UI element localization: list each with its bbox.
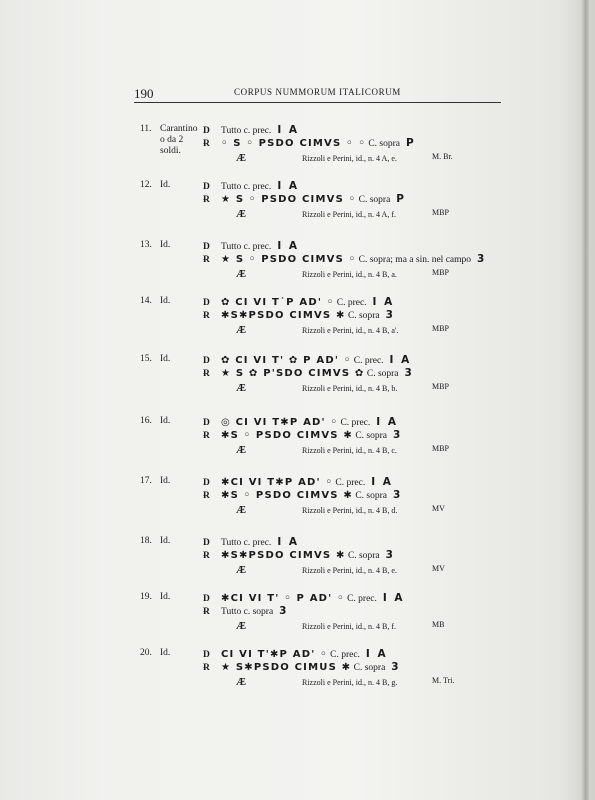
reference: Rizzoli e Perini, id., n. 4 B, a.: [302, 270, 397, 279]
metal-symbol: Æ: [236, 677, 246, 688]
obverse-line-text: C. prec.: [347, 594, 377, 604]
obverse-line: [203, 296, 394, 308]
collection: M. Tri.: [432, 676, 455, 685]
obverse-line-text: Tutto c. prec.: [221, 242, 272, 252]
reverse-line-mark: Ɍ: [203, 607, 210, 617]
collection: MB: [432, 620, 445, 629]
reference: Rizzoli e Perini, id., n. 4 B, c.: [302, 446, 397, 455]
obverse-line-symbol: I A: [277, 180, 300, 192]
obverse-line-mark: D: [203, 418, 210, 428]
obverse-line-symbol: I A: [365, 648, 388, 660]
metal-symbol: Æ: [236, 621, 246, 632]
entry-number: 16.: [140, 416, 152, 426]
denomination-line: Id.: [160, 476, 171, 486]
reverse-line-mark: Ɍ: [203, 139, 210, 149]
collection: MBP: [432, 382, 449, 391]
metal-symbol: Æ: [236, 565, 246, 576]
reverse-line-text: C. sopra; ma a sin. nel campo: [358, 255, 472, 265]
reverse-line-mark: Ɍ: [203, 551, 210, 561]
metal-symbol: Æ: [236, 505, 246, 516]
reference: Rizzoli e Perini, id., n. 4 B, a'.: [302, 326, 399, 335]
denomination-line: Id.: [160, 592, 171, 602]
header-rule: [134, 102, 501, 103]
obverse-line-symbol: I A: [371, 476, 393, 488]
denomination: [160, 592, 204, 603]
reverse-line-text: C. sopra: [347, 311, 380, 321]
reference: Rizzoli e Perini, id., n. 4 B, f.: [302, 622, 396, 631]
obverse-line: [203, 354, 411, 366]
obverse-line-symbol: I A: [277, 536, 300, 548]
entry-number: 18.: [140, 536, 152, 546]
reverse-line-mark: Ɍ: [203, 663, 210, 673]
denomination-line: Id.: [160, 354, 171, 364]
obverse-line-mark: D: [203, 182, 210, 192]
obverse-line: [203, 124, 299, 136]
obverse-line-legend: ⅭI VI T'✱P AD' ◦: [221, 649, 328, 660]
denomination-line: Id.: [160, 240, 171, 250]
reverse-line-text: C. sopra: [355, 431, 388, 441]
entry-number: 15.: [140, 354, 152, 364]
reverse-line-symbol: P: [396, 193, 406, 205]
obverse-line-mark: D: [203, 594, 210, 604]
obverse-line-text: C. prec.: [336, 298, 367, 308]
metal-symbol: Æ: [236, 209, 246, 220]
reverse-line-text: C. sopra: [368, 139, 400, 149]
entry-number: 19.: [140, 592, 152, 602]
entry-number: 14.: [140, 296, 152, 306]
reverse-line: [203, 489, 402, 501]
obverse-line: [203, 536, 299, 548]
denomination-line: Id.: [160, 180, 171, 190]
obverse-line-mark: D: [203, 298, 210, 308]
reverse-line-symbol: 3: [385, 309, 395, 321]
collection: MBP: [432, 208, 449, 217]
denomination: [160, 354, 204, 365]
denomination-line: Id.: [160, 536, 171, 546]
reference: Rizzoli e Perini, id., n. 4 B, d.: [302, 506, 398, 515]
obverse-line: [203, 648, 388, 660]
denomination: [160, 416, 204, 427]
metal-symbol: Æ: [236, 269, 246, 280]
reference: Rizzoli e Perini, id., n. 4 A, f.: [302, 210, 396, 219]
obverse-line-legend: ✱ⅭI VI T✱P AD' ◦: [221, 477, 334, 488]
collection: MBP: [432, 268, 449, 277]
obverse-line: [203, 476, 393, 488]
obverse-line-mark: D: [203, 356, 210, 366]
reverse-line-legend: ✱S✱PSDO ⅭIMVS ✱: [221, 550, 346, 561]
metal-symbol: Æ: [236, 325, 246, 336]
reverse-line-legend: ★ S✱PSDO ⅭIMUS ✱: [221, 662, 352, 673]
denomination: [160, 124, 204, 157]
entry-number: 20.: [140, 648, 152, 658]
obverse-line-text: Tutto c. prec.: [221, 126, 272, 136]
obverse-line: [203, 180, 299, 192]
obverse-line-legend: ✿ ⅭI VI T˙P AD' ◦: [221, 297, 335, 308]
obverse-line-symbol: I A: [277, 124, 300, 136]
obverse-line-legend: ✱ⅭI VI T' ◦ P AD' ◦: [221, 593, 345, 604]
denomination-line: Id.: [160, 648, 171, 658]
reverse-line-legend: ◦ S ◦ PSDO ⅭIMVS ◦ ◦: [221, 138, 366, 149]
collection: MBP: [432, 324, 449, 333]
reverse-line-text: C. sopra: [355, 491, 388, 501]
reverse-line-mark: Ɍ: [203, 369, 210, 379]
obverse-line-symbol: I A: [382, 592, 405, 604]
obverse-line-mark: D: [203, 650, 210, 660]
collection: M. Br.: [432, 152, 453, 161]
obverse-line: [203, 240, 299, 252]
obverse-line-mark: D: [203, 126, 210, 136]
obverse-line-text: C. prec.: [340, 418, 371, 428]
reverse-line: [203, 605, 288, 617]
denomination: [160, 240, 204, 251]
reverse-line: [203, 661, 401, 673]
reverse-line-symbol: 3: [385, 549, 395, 561]
reverse-line-legend: ★ S ✿ P'SDO ⅭIMVS ✿: [221, 368, 365, 379]
page-number: 190: [134, 86, 154, 101]
reverse-line-symbol: 3: [393, 489, 403, 501]
denomination: [160, 180, 204, 191]
metal-symbol: Æ: [236, 445, 246, 456]
metal-symbol: Æ: [236, 383, 246, 394]
obverse-line: [203, 592, 405, 604]
metal-symbol: Æ: [236, 153, 246, 164]
reverse-line-symbol: 3: [391, 661, 401, 673]
reverse-line-text: C. sopra: [353, 663, 386, 673]
obverse-line-text: C. prec.: [335, 478, 366, 488]
entry-number: 12.: [140, 180, 152, 190]
obverse-line-text: Tutto c. prec.: [221, 538, 272, 548]
reverse-line-text: C. sopra: [366, 369, 399, 379]
reverse-line-text: C. sopra: [358, 195, 391, 205]
reference: Rizzoli e Perini, id., n. 4 B, g.: [302, 678, 398, 687]
obverse-line-mark: D: [203, 538, 210, 548]
reverse-line-mark: Ɍ: [203, 431, 210, 441]
reverse-line-mark: Ɍ: [203, 491, 210, 501]
reverse-line-symbol: P: [406, 137, 416, 149]
reverse-line-text: C. sopra: [347, 551, 380, 561]
reverse-line-mark: Ɍ: [203, 255, 210, 265]
denomination-line: Id.: [160, 416, 171, 426]
denomination: [160, 296, 204, 307]
denomination: [160, 648, 204, 659]
reverse-line: [203, 309, 395, 321]
reverse-line-text: Tutto c. sopra: [221, 607, 274, 617]
reverse-line-symbol: 3: [404, 367, 414, 379]
entry-number: 17.: [140, 476, 152, 486]
collection: MBP: [432, 444, 449, 453]
reference: Rizzoli e Perini, id., n. 4 B, b.: [302, 384, 398, 393]
obverse-line-legend: ◎ CI VI T✱P AD' ◦: [221, 417, 339, 428]
entry-number: 13.: [140, 240, 152, 250]
reverse-line: [203, 137, 416, 149]
reverse-line-legend: ✱S ◦ PSDO CIMVS ✱: [221, 430, 353, 441]
page-spine-shadow: [581, 0, 589, 800]
obverse-line-symbol: I A: [277, 240, 300, 252]
reverse-line-legend: ★ S ◦ PSDO ⅭIMVS ◦: [221, 194, 357, 205]
obverse-line-mark: D: [203, 242, 210, 252]
reverse-line-mark: Ɍ: [203, 195, 210, 205]
obverse-line-symbol: I A: [376, 416, 398, 428]
denomination-line: Id.: [160, 296, 171, 306]
obverse-line-legend: ✿ ⅭI VI T' ✿ P AD' ◦: [221, 355, 352, 366]
obverse-line-text: Tutto c. prec.: [221, 182, 272, 192]
reverse-line-mark: Ɍ: [203, 311, 210, 321]
obverse-line-text: C. prec.: [353, 356, 384, 366]
reverse-line-legend: ★ S ◦ PSDO ⅭIMVS ◦: [221, 254, 357, 265]
obverse-line-symbol: I A: [372, 296, 395, 308]
reference: Rizzoli e Perini, id., n. 4 A, e.: [302, 154, 397, 163]
obverse-line-mark: D: [203, 478, 210, 488]
reverse-line-symbol: 3: [477, 253, 487, 265]
denomination-line: o da 2 soldi.: [160, 135, 184, 156]
reverse-line-symbol: 3: [279, 605, 289, 617]
denomination: [160, 476, 204, 487]
running-title: CORPUS NUMMORUM ITALICORUM: [234, 87, 401, 97]
reference: Rizzoli e Perini, id., n. 4 B, e.: [302, 566, 397, 575]
collection: MV: [432, 564, 445, 573]
obverse-line: [203, 416, 398, 428]
reverse-line-legend: ✱S✱PSDO ⅭIMVS ✱: [221, 310, 346, 321]
obverse-line-symbol: I A: [389, 354, 412, 366]
reverse-line-symbol: 3: [393, 429, 403, 441]
reverse-line: [203, 549, 395, 561]
reverse-line: [203, 193, 406, 205]
reverse-line: [203, 429, 402, 441]
denomination-line: Carantino: [160, 124, 198, 134]
reverse-line: [203, 253, 486, 265]
obverse-line-text: C. prec.: [330, 650, 360, 660]
reverse-line-legend: ✱S ◦ PSDO ⅭIMVS ✱: [221, 490, 353, 501]
reverse-line: [203, 367, 414, 379]
entry-number: 11.: [140, 124, 152, 134]
denomination: [160, 536, 204, 547]
collection: MV: [432, 504, 445, 513]
